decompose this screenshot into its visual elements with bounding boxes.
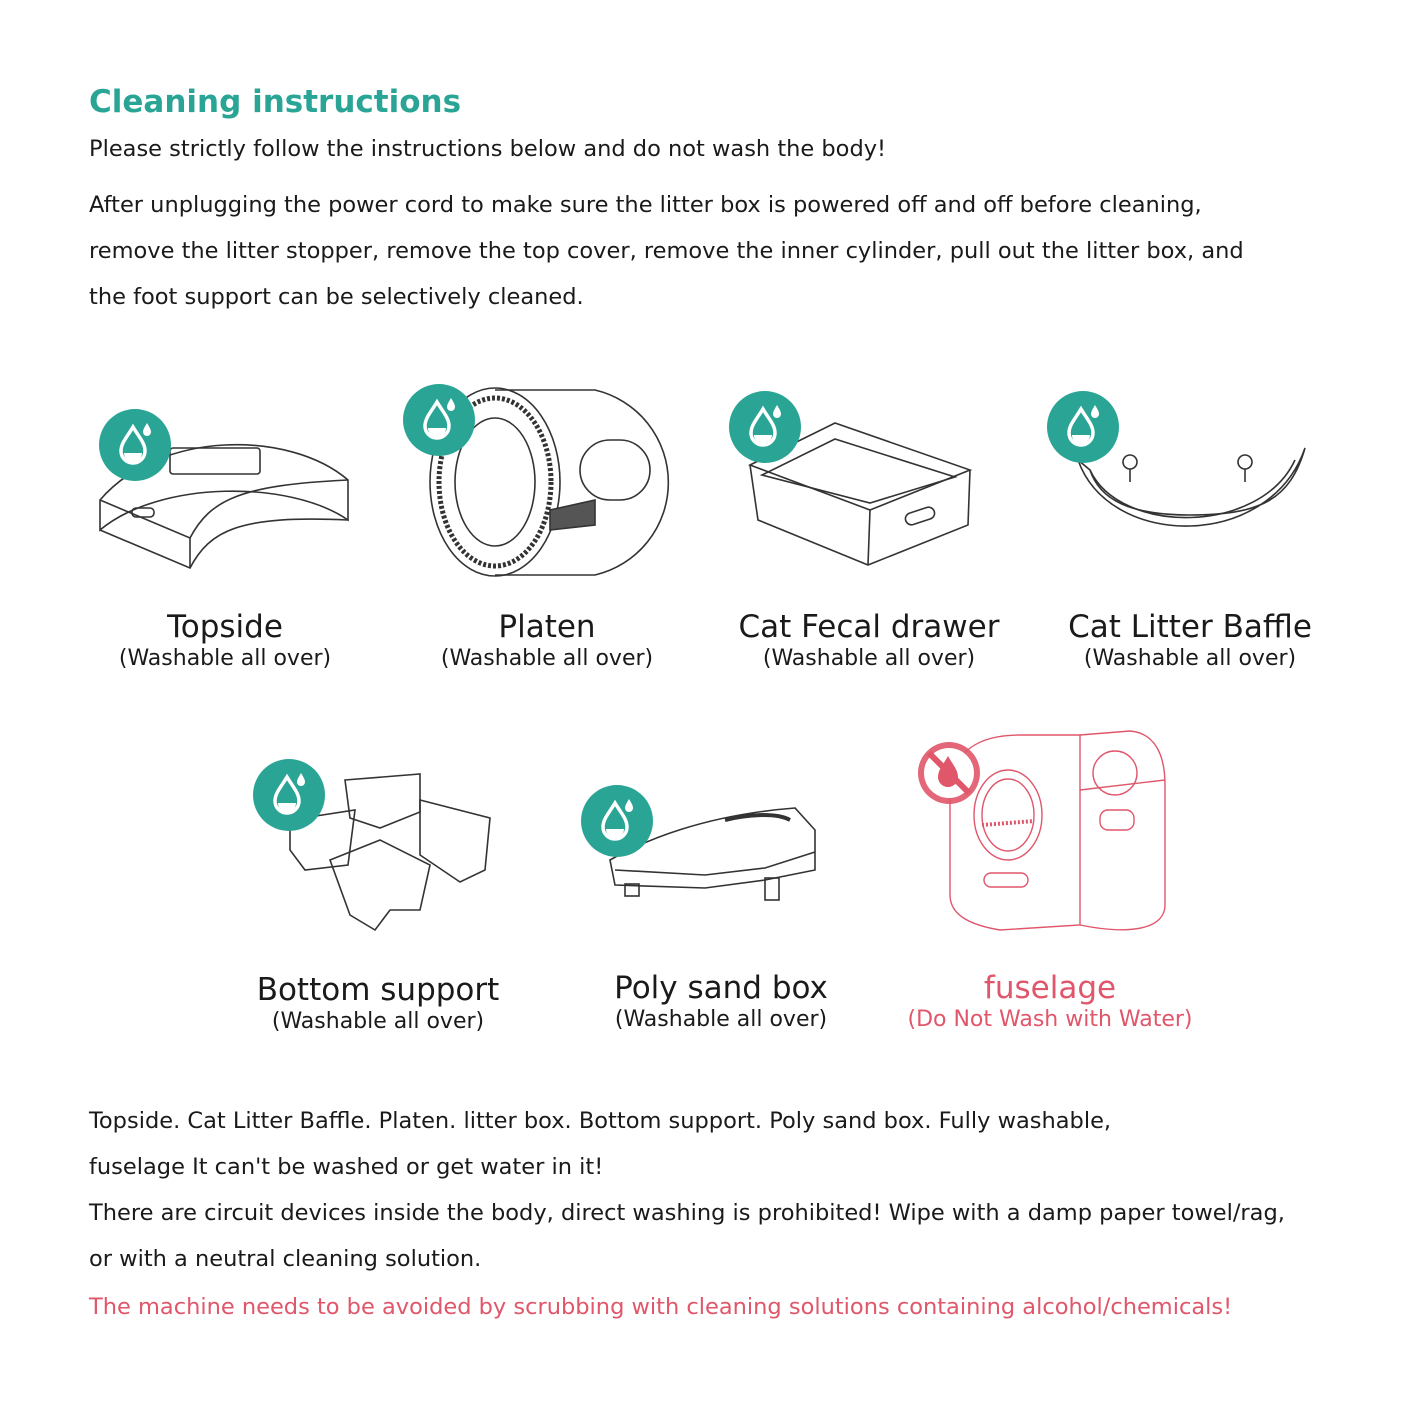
page-title: Cleaning instructions	[89, 84, 462, 120]
part-note: (Washable all over)	[762, 646, 976, 671]
part-fuselage	[890, 970, 1210, 1034]
footer-line: Topside. Cat Litter Baffle. Platen. litter box. Bottom support. Poly sand box. Fully washable,	[89, 1108, 1112, 1134]
part-note: (Washable all over)	[1083, 646, 1297, 671]
part-note: (Washable all over)	[440, 646, 654, 671]
water-drop-icon	[581, 785, 653, 857]
part-name: Bottom support	[256, 972, 500, 1008]
water-drop-icon	[253, 759, 325, 831]
part-name: Platen	[498, 609, 596, 645]
part-name: Topside	[167, 609, 283, 645]
footer-line: or with a neutral cleaning solution.	[89, 1246, 482, 1272]
no-water-icon	[912, 736, 986, 810]
intro-line: After unplugging the power cord to make sure the litter box is powered off and off before cleaning,	[89, 192, 1202, 218]
water-drop-icon	[99, 409, 171, 481]
warning-text: The machine needs to be avoided by scrubbing with cleaning solutions containing alcohol/chemicals!	[89, 1294, 1233, 1320]
part-name: fuselage	[983, 970, 1117, 1006]
footer-line: fuselage It can't be washed or get water in it!	[89, 1154, 604, 1180]
part-platen	[407, 609, 687, 673]
part-name: Cat Fecal drawer	[738, 609, 1000, 645]
part-litter-baffle	[1040, 609, 1340, 673]
part-name: Poly sand box	[614, 970, 828, 1006]
part-name: Cat Litter Baffle	[1068, 609, 1312, 645]
part-note: (Do Not Wash with Water)	[907, 1007, 1193, 1032]
intro-line: remove the litter stopper, remove the top cover, remove the inner cylinder, pull out the litter box, and	[89, 238, 1244, 264]
water-drop-icon	[1047, 391, 1119, 463]
part-poly-sand-box	[571, 970, 871, 1034]
part-bottom-support	[228, 972, 528, 1036]
part-fecal-drawer	[709, 609, 1029, 673]
water-drop-icon	[729, 391, 801, 463]
part-note: (Washable all over)	[271, 1009, 485, 1034]
part-note: (Washable all over)	[614, 1007, 828, 1032]
part-note: (Washable all over)	[118, 646, 332, 671]
page-subtitle: Please strictly follow the instructions below and do not wash the body!	[89, 136, 887, 162]
part-topside	[85, 609, 365, 673]
water-drop-icon	[403, 384, 475, 456]
footer-line: There are circuit devices inside the body, direct washing is prohibited! Wipe with a damp paper towel/rag,	[89, 1200, 1285, 1226]
intro-line: the foot support can be selectively cleaned.	[89, 284, 584, 310]
